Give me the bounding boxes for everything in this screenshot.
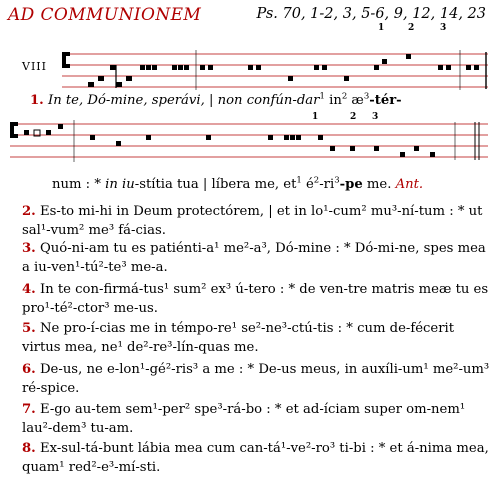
- verse-number: 3.: [22, 241, 36, 256]
- verse-1-line-2: [52, 176, 498, 195]
- verse-text: Ex-sul-tá-bunt lábia mea cum can-tá¹-ve²-ro³ ti-bi : * et á-nima mea, quam¹ red²-e³-mí-sti.: [22, 441, 489, 475]
- verse-6: [22, 361, 490, 398]
- verse-text: num : *: [52, 177, 106, 192]
- verse-4: [22, 281, 490, 318]
- verse-text: In te con-firmá-tus¹ sum² ex³ ú-tero : * de ven-tre matris meæ tu es pro¹-té²-ctor³ me-us.: [22, 282, 489, 316]
- verse-2: [22, 203, 490, 240]
- verse-text: De-us, ne e-lon¹-gé²-ris³ a me : * De-us meus, in auxíli-um¹ me²-um³ ré-spice.: [22, 362, 490, 396]
- verse-text: Es-to mi-hi in Deum protectórem, | et in lo¹-cum² mu³-ní-tum : * ut sal¹-vum² me³ fá-cias.: [22, 204, 483, 238]
- verse-text: in: [324, 93, 342, 108]
- verse-text: Ne pro-í-cias me in témpo-re¹ se²-ne³-ctú-tis : * cum de-fécerit virtus mea, ne¹ de²-re³-lín-quas me.: [22, 321, 455, 355]
- chant-staff-1: [0, 30, 498, 100]
- chant-staff-2: [0, 108, 498, 174]
- verse-number: 5.: [22, 321, 36, 336]
- staff1-mark-1: 1: [378, 23, 385, 33]
- accent-mark: 1: [296, 175, 302, 186]
- verse-number: 2.: [22, 204, 36, 219]
- accent-mark: 2: [341, 91, 348, 102]
- verse-text: In te, Dó-mine, sperávi, | non confún-dar: [47, 93, 320, 108]
- verse-text: Quó-ni-am tu es patiénti-a¹ me²-a³, Dó-mine : * Dó-mi-ne, spes mea a iu-ven¹-tú²-te³ me-a.: [22, 241, 486, 275]
- accent-mark: 2: [313, 175, 320, 186]
- verse-text: -ri: [319, 177, 335, 192]
- verse-text: me.: [362, 177, 396, 192]
- verse-7: [22, 401, 490, 438]
- verse-number: 8.: [22, 441, 36, 456]
- verse-5: [22, 320, 490, 357]
- verse-text: in iu-: [105, 177, 140, 192]
- chant-title: AD COMMUNIONEM: [8, 5, 202, 25]
- verse-8: [22, 440, 490, 477]
- verse-number: 7.: [22, 402, 36, 417]
- antiphon-marker: Ant.: [395, 177, 424, 192]
- staff2-mark-2: 2: [350, 112, 357, 122]
- verse-text: æ: [347, 93, 364, 108]
- verse-3: [22, 240, 490, 277]
- accent-mark: 3: [363, 91, 370, 102]
- verse-number: 4.: [22, 282, 36, 297]
- verse-number: 1.: [30, 93, 44, 108]
- staff1-mark-3: 3: [440, 23, 447, 33]
- verse-text: E-go au-tem sem¹-per² spe³-rá-bo : * et ad-íciam super om-nem¹ lau²-dem³ tu-am.: [22, 402, 466, 436]
- mode-label: VIII: [22, 60, 47, 73]
- staff1-mark-2: 2: [408, 23, 415, 33]
- verse-text: -pe: [339, 177, 363, 192]
- verse-number: 6.: [22, 362, 36, 377]
- psalm-reference: Ps. 70, 1-2, 3, 5-6, 9, 12, 14, 23: [256, 6, 486, 22]
- verse-text: é: [301, 177, 314, 192]
- staff2-mark-3: 3: [372, 112, 379, 122]
- verse-text: -tér-: [369, 93, 402, 108]
- staff2-mark-1: 1: [312, 112, 319, 122]
- verse-text: stítia tua | líbera me, et: [139, 177, 297, 192]
- accent-mark: 1: [319, 91, 325, 102]
- accent-mark: 3: [334, 175, 340, 186]
